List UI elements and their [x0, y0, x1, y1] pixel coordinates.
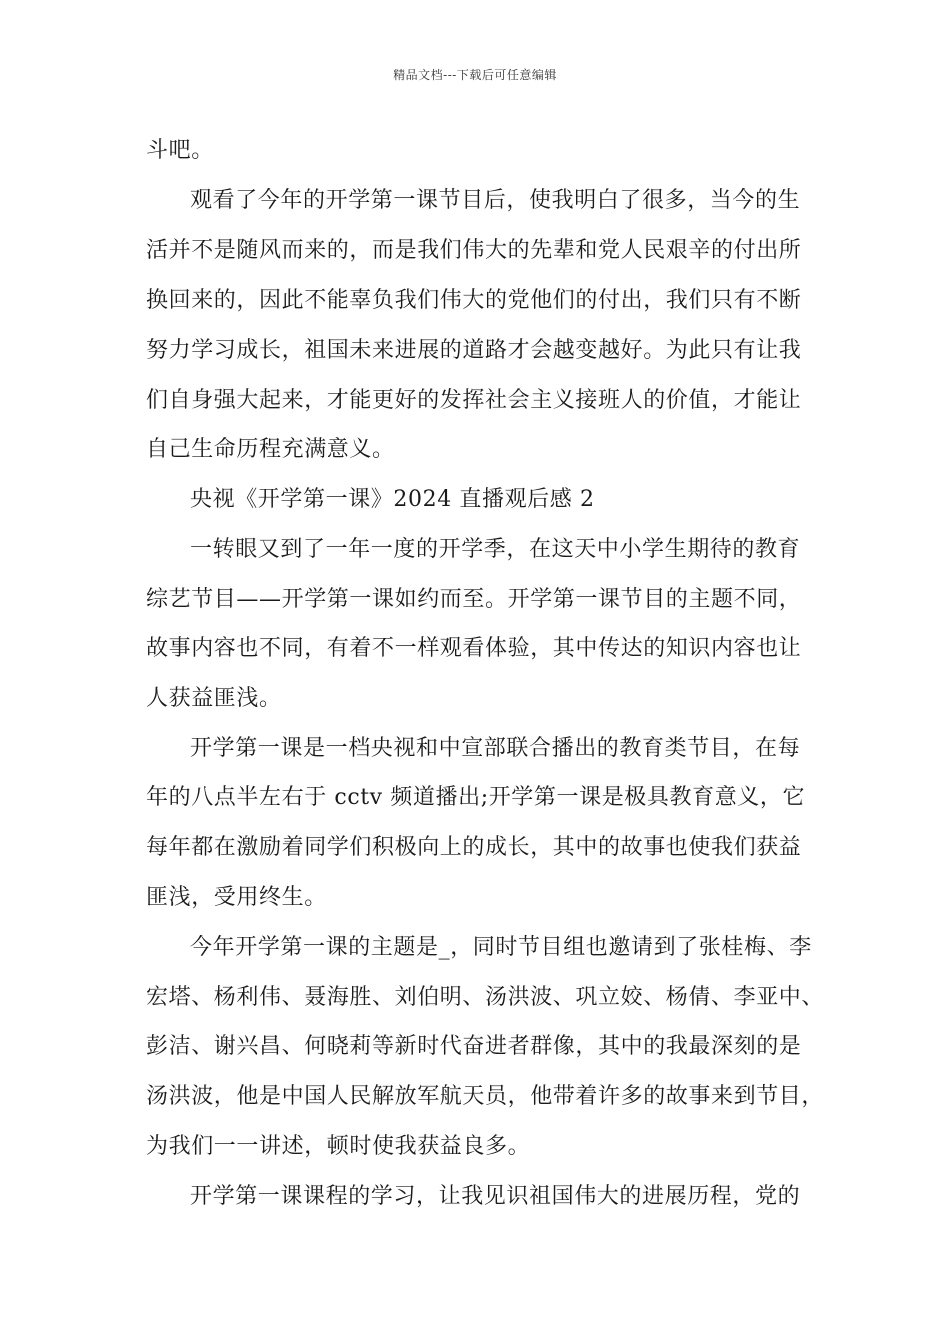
text-line: 斗吧。 [146, 138, 214, 163]
paragraph-first-line: 今年开学第一课的主题是_，同时节目组也邀请到了张桂梅、李 [190, 935, 812, 960]
text-line: 为我们一一讲述，顿时使我获益良多。 [146, 1134, 531, 1159]
text-line: 匪浅，受用终生。 [146, 885, 327, 910]
text-line: 人获益匪浅。 [146, 686, 282, 711]
text-line: 综艺节目——开学第一课如约而至。开学第一课节目的主题不同， [146, 587, 802, 612]
paragraph-first-line: 开学第一课是一档央视和中宣部联合播出的教育类节目，在每 [190, 736, 801, 761]
text-line: 努力学习成长，祖国未来进展的道路才会越变越好。为此只有让我 [146, 338, 802, 363]
text-line: 年的八点半左右于 cctv 频道播出;开学第一课是极具教育意义，它 [146, 785, 806, 810]
paragraph-first-line: 开学第一课课程的学习，让我见识祖国伟大的进展历程，党的 [190, 1184, 801, 1209]
text-line: 自己生命历程充满意义。 [146, 437, 395, 462]
text-line: 汤洪波，他是中国人民解放军航天员，他带着许多的故事来到节目， [146, 1084, 825, 1109]
text-line: 换回来的，因此不能辜负我们伟大的党他们的付出，我们只有不断 [146, 288, 802, 313]
text-line: 们自身强大起来，才能更好的发挥社会主义接班人的价值，才能让 [146, 388, 802, 413]
page-header: 精品文档---下载后可任意编辑 [393, 68, 557, 82]
text-line: 彭洁、谢兴昌、何晓莉等新时代奋进者群像，其中的我最深刻的是 [146, 1034, 802, 1059]
text-line: 活并不是随风而来的，而是我们伟大的先辈和党人民艰辛的付出所 [146, 238, 802, 263]
text-line: 故事内容也不同，有着不一样观看体验，其中传达的知识内容也让 [146, 636, 802, 661]
text-line: 宏塔、杨利伟、聂海胜、刘伯明、汤洪波、巩立姣、杨倩、李亚中、 [146, 985, 825, 1010]
paragraph-first-line: 观看了今年的开学第一课节目后，使我明白了很多，当今的生 [190, 188, 801, 213]
section-heading: 央视《开学第一课》2024 直播观后感 2 [190, 487, 595, 512]
paragraph-first-line: 一转眼又到了一年一度的开学季，在这天中小学生期待的教育 [190, 537, 801, 562]
text-line: 每年都在激励着同学们积极向上的成长，其中的故事也使我们获益 [146, 835, 802, 860]
